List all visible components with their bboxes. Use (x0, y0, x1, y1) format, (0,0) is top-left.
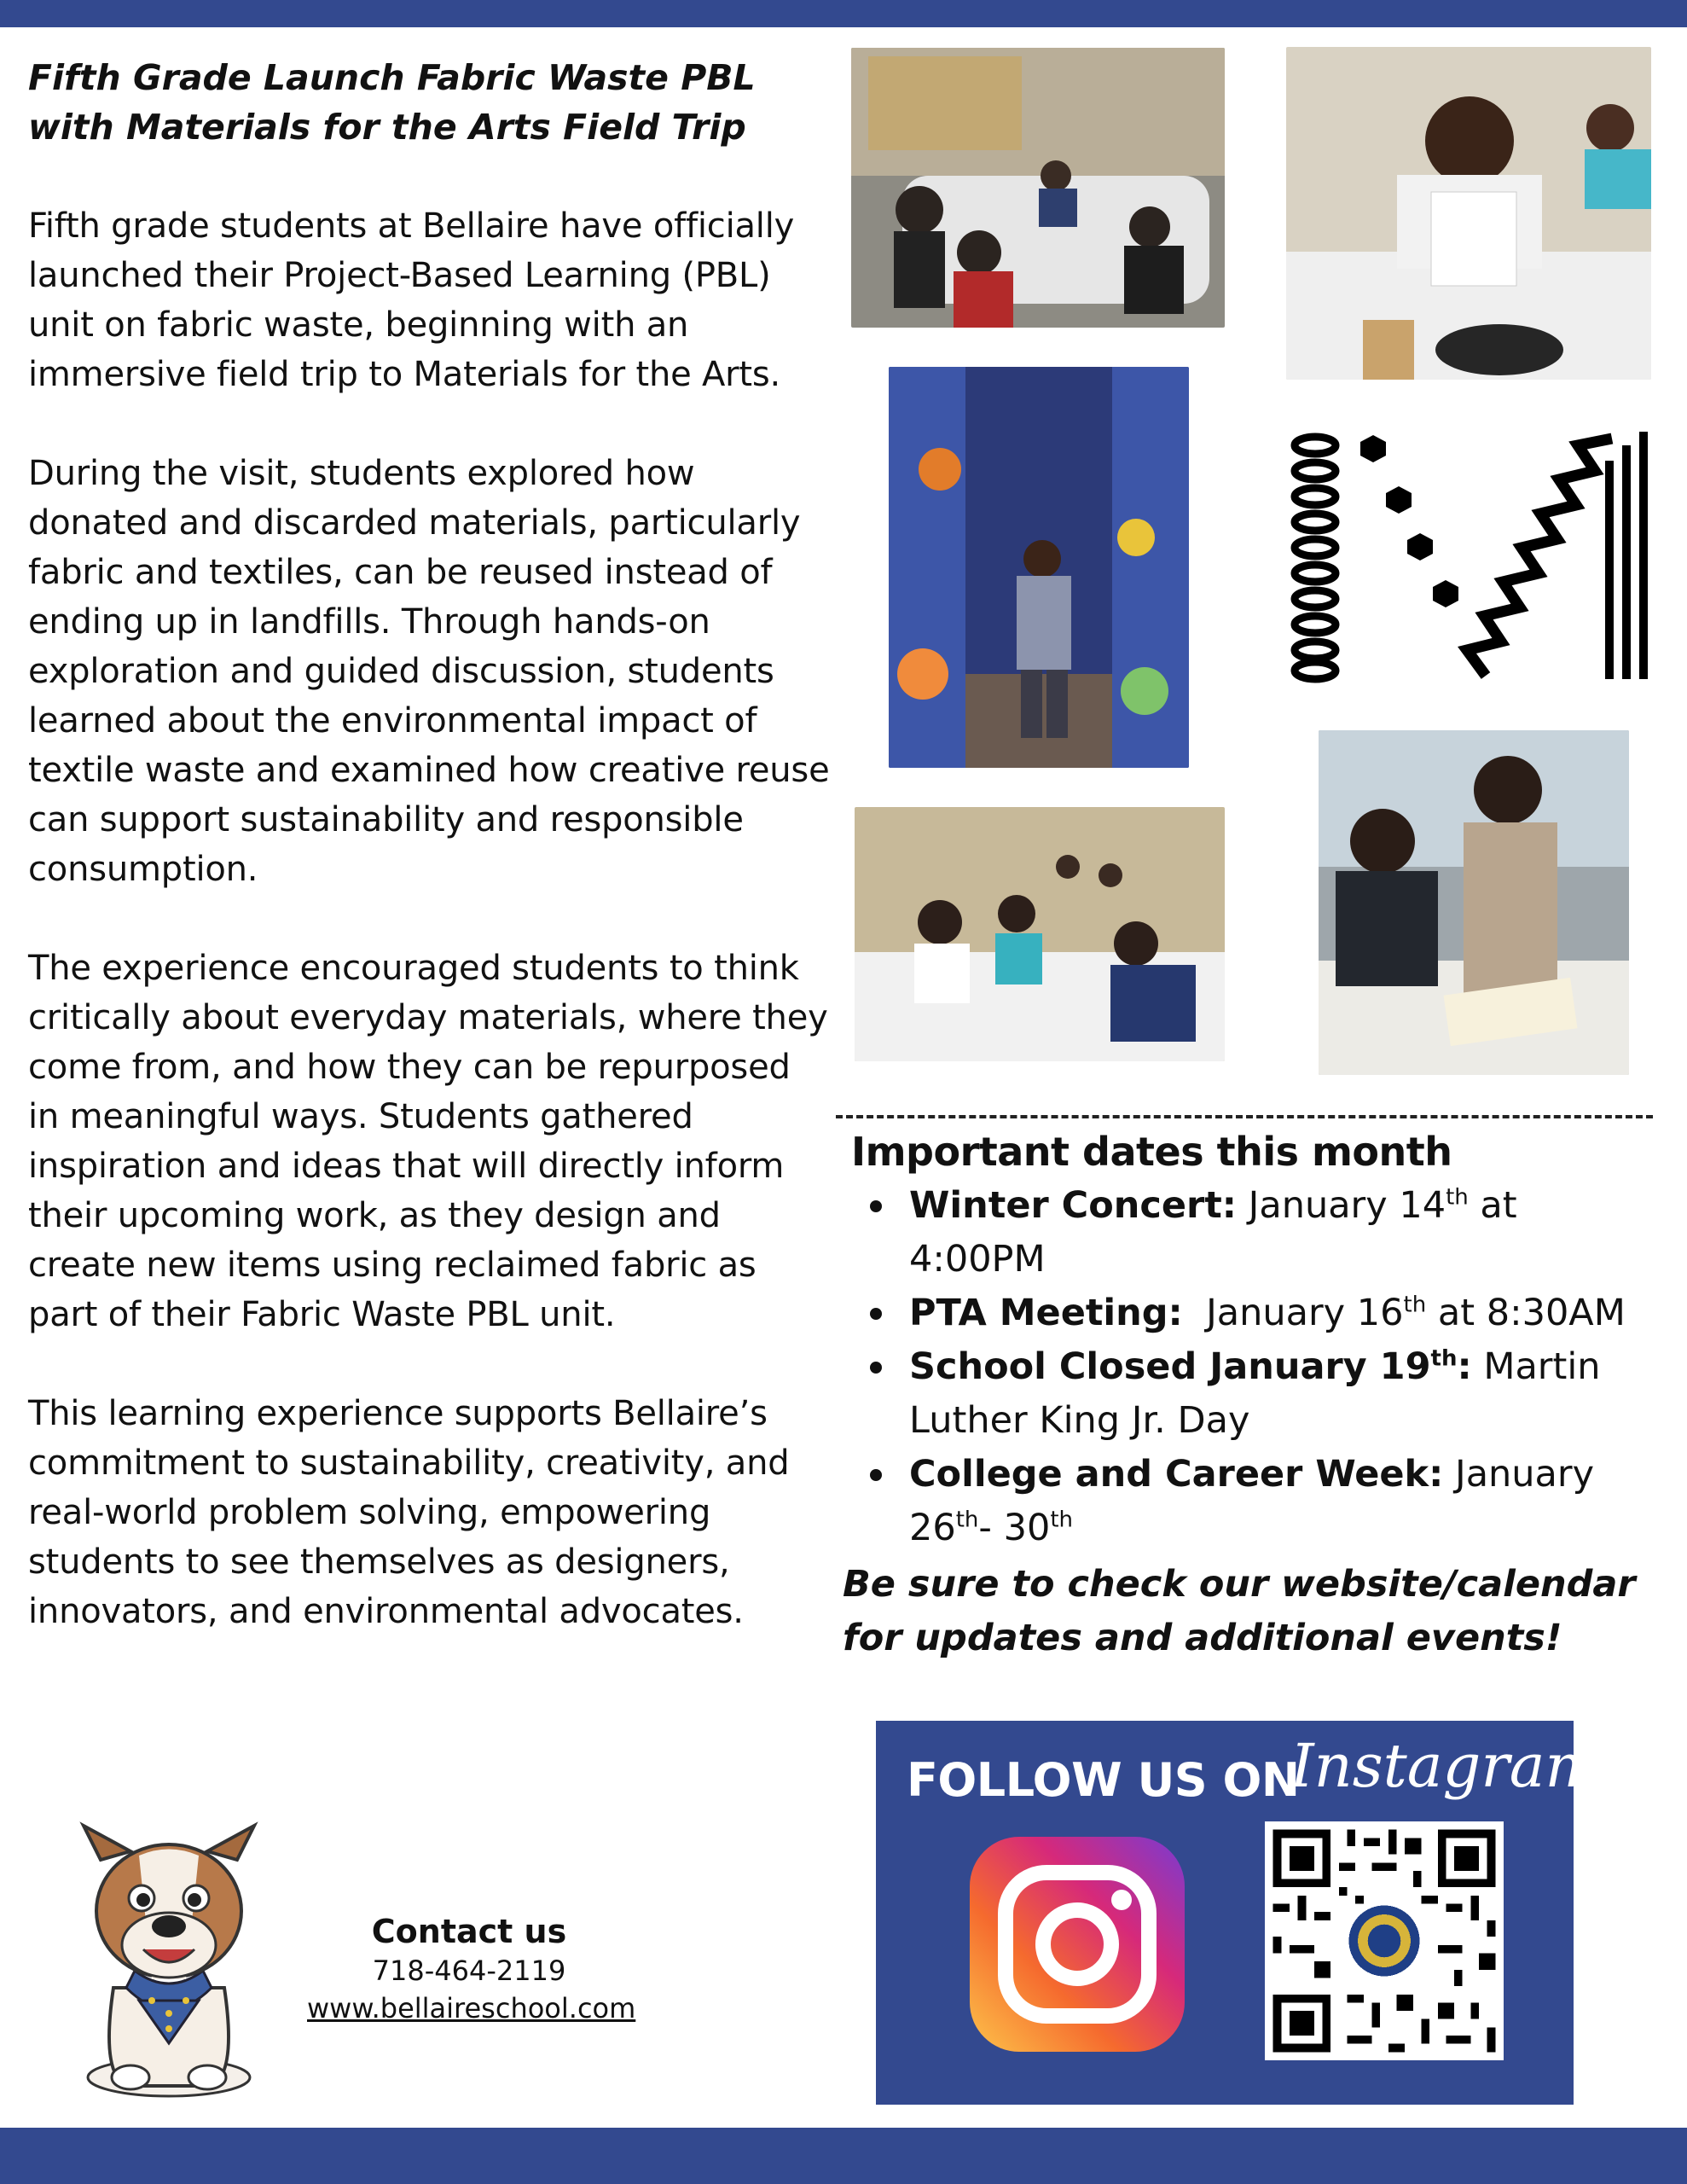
bulldog-mascot-illustration (67, 1817, 271, 2103)
photo-classroom-activity (855, 807, 1225, 1061)
contact-phone: 718-464-2119 (372, 1955, 566, 1987)
photo-students-at-table (851, 48, 1225, 328)
contact-block (307, 1911, 636, 2027)
article-paragraph: The experience encouraged students to think critically about everyday materials, where they come from, and how they can be repurposed in meaningful ways. Students gathered inspiration and ideas that will directly inform their upcoming work, as they design and create new items using reclaimed fabric as part of their Fabric Waste PBL unit. (28, 949, 828, 1334)
date-item-pta-meeting: PTA Meeting: January 16th at 8:30AM (909, 1287, 1653, 1340)
qr-code[interactable] (1265, 1821, 1504, 2060)
photo-student-folding-paper (1286, 47, 1651, 380)
instagram-promo[interactable] (876, 1721, 1602, 2105)
dates-list (851, 1179, 1653, 1555)
calendar-note: Be sure to check our website/calendar for updates and additional events! (843, 1563, 1636, 1659)
article-paragraph: Fifth grade students at Bellaire have officially launched their Project-Based Learning (PBL) unit on fabric waste, beginning with an immersive field trip to Materials for the Arts. (28, 206, 795, 394)
decorative-pattern (1288, 427, 1655, 688)
instagram-wordmark: Instagram (1290, 1731, 1602, 1801)
website-link[interactable]: www.bellaireschool.com (307, 1992, 636, 2024)
dates-title: Important dates this month (851, 1129, 1452, 1175)
date-item-college-career-week: College and Career Week: January 26th- 30th (909, 1448, 1653, 1555)
photo-students-crafting (1319, 730, 1629, 1075)
contact-title: Contact us (371, 1913, 567, 1950)
follow-us-text: FOLLOW US ON (907, 1753, 1300, 1807)
date-item-winter-concert: Winter Concert: January 14th at 4:00PM (909, 1179, 1653, 1287)
date-item-school-closed: School Closed January 19th: Martin Luther King Jr. Day (909, 1340, 1653, 1448)
section-divider (836, 1115, 1653, 1118)
article-headline: Fifth Grade Launch Fabric Waste PBL with Materials for the Arts Field Trip (28, 57, 756, 148)
instagram-icon[interactable] (970, 1837, 1185, 2052)
article (28, 53, 830, 1636)
top-banner-bar (0, 0, 1687, 27)
article-paragraph: This learning experience supports Bellaire’s commitment to sustainability, creativity, and real-world problem solving, empowering students to see themselves as designers, innovators, and environmental advocates. (28, 1394, 790, 1631)
bottom-banner-bar (0, 2128, 1687, 2184)
important-dates (851, 1124, 1653, 1555)
article-paragraph: During the visit, students explored how donated and discarded materials, particularly fabric and textiles, can be reused instead of ending up in landfills. Through hands-on exploration and guided discussion, students learned about the environmental impact of textile waste and examined how creative reuse can support sustainability and responsible consumption. (28, 454, 830, 889)
photo-art-installation-hallway (889, 367, 1189, 768)
